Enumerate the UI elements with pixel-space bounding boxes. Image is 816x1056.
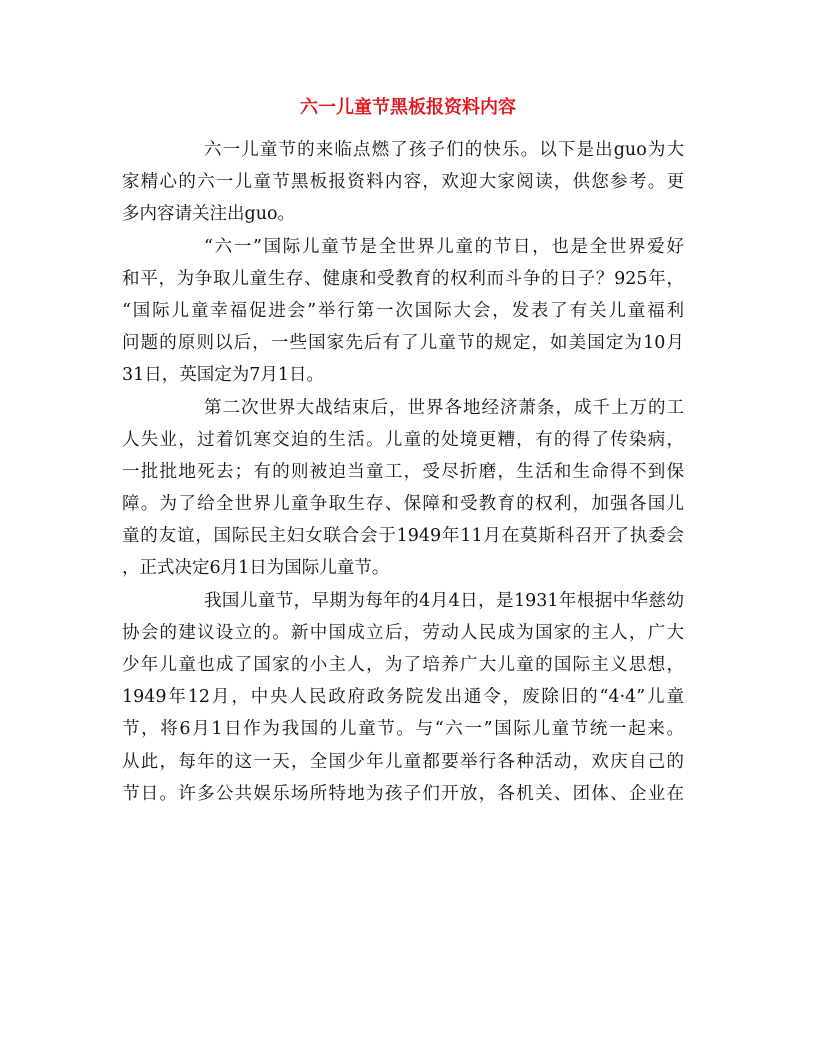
paragraph-line: 障。为了给全世界儿童争取生存、保障和受教育的权利，加强各国儿 xyxy=(122,494,684,515)
paragraph-postwar xyxy=(122,392,694,585)
paragraph-line: 家精心的六一儿童节黑板报资料内容，欢迎大家阅读，供您参考。更 xyxy=(122,172,684,193)
paragraph-line: “六一”国际儿童节是全世界儿童的节日，也是全世界爱好 xyxy=(204,236,684,257)
paragraph-line: 从此，每年的这一天，全国少年儿童都要举行各种活动，欢庆自己的 xyxy=(122,751,684,772)
paragraph-line: 六一儿童节的来临点燃了孩子们的快乐。以下是出guo为大 xyxy=(204,140,684,160)
document-title: 六一儿童节黑板报资料内容 xyxy=(300,97,516,118)
paragraph-line: ，正式决定6月1日为国际儿童节。 xyxy=(122,558,390,579)
document-body xyxy=(122,134,694,810)
paragraph-intro xyxy=(122,134,694,231)
paragraph-line: 问题的原则以后，一些国家先后有了儿童节的规定，如美国定为10月 xyxy=(122,333,684,354)
paragraph-line: 31日，英国定为7月1日。 xyxy=(122,365,325,386)
paragraph-line: 多内容请关注出guo。 xyxy=(122,204,296,225)
paragraph-line: 童的友谊，国际民主妇女联合会于1949年11月在莫斯科召开了执委会 xyxy=(122,526,684,547)
paragraph-china xyxy=(122,585,694,810)
paragraph-line: “国际儿童幸福促进会”举行第一次国际大会，发表了有关儿童福利 xyxy=(122,300,684,321)
paragraph-line: 1949年12月，中央人民政府政务院发出通令，废除旧的“4·4”儿童 xyxy=(122,687,684,708)
paragraph-line: 人失业，过着饥寒交迫的生活。儿童的处境更糟，有的得了传染病， xyxy=(122,429,684,450)
paragraph-line: 第二次世界大战结束后，世界各地经济萧条，成千上万的工 xyxy=(204,397,684,418)
paragraph-line: 一批批地死去；有的则被迫当童工，受尽折磨，生活和生命得不到保 xyxy=(122,461,684,482)
paragraph-line: 节，将6月1日作为我国的儿童节。与“六一”国际儿童节统一起来。 xyxy=(122,719,684,740)
paragraph-history xyxy=(122,231,694,392)
paragraph-line: 少年儿童也成了国家的小主人，为了培养广大儿童的国际主义思想， xyxy=(122,655,684,675)
paragraph-line: 协会的建议设立的。新中国成立后，劳动人民成为国家的主人，广大 xyxy=(122,622,684,643)
paragraph-line: 和平，为争取儿童生存、健康和受教育的权利而斗争的日子？925年， xyxy=(122,268,684,289)
paragraph-line: 节日。许多公共娱乐场所特地为孩子们开放，各机关、团体、企业在 xyxy=(122,783,684,804)
paragraph-line: 我国儿童节，早期为每年的4月4日，是1931年根据中华慈幼 xyxy=(204,590,684,611)
